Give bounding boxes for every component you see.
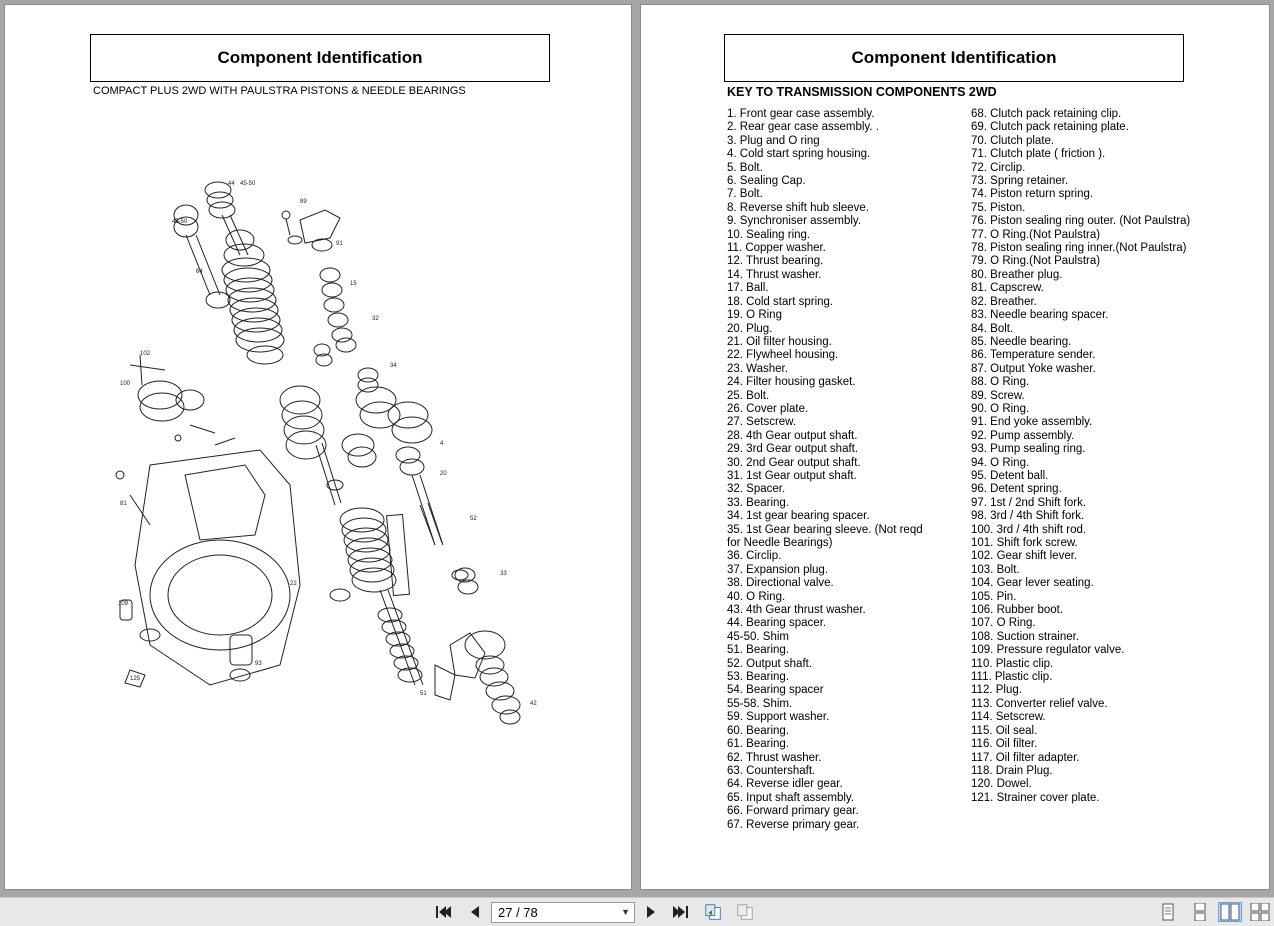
page-left <box>4 4 632 890</box>
component-key-item: 92. Pump assembly. <box>971 429 1075 442</box>
component-key-item: 69. Clutch pack retaining plate. <box>971 121 1129 134</box>
components-column-2 <box>971 108 1267 805</box>
component-key-item: 110. Plastic clip. <box>971 657 1054 670</box>
component-key-item: 51. Bearing. <box>727 644 790 657</box>
component-key-item: 25. Bolt. <box>727 389 770 402</box>
component-key-item: 81. Capscrew. <box>971 282 1044 295</box>
component-key-item: 88. O Ring. <box>971 376 1030 389</box>
component-key-item: 31. 1st Gear output shaft. <box>727 469 857 482</box>
diagram-label: 51 <box>420 691 427 697</box>
component-key-item: 22. Flywheel housing. <box>727 349 839 362</box>
component-key-item: 30. 2nd Gear output shaft. <box>727 456 861 469</box>
diagram-label: 100 <box>120 381 131 387</box>
yoke-drawing <box>282 210 340 251</box>
page-subtitle: COMPACT PLUS 2WD WITH PAULSTRA PISTONS & NEEDLE BEARINGS <box>93 85 466 97</box>
component-key-item: 24. Filter housing gasket. <box>727 376 856 389</box>
component-key-item: 32. Spacer. <box>727 483 786 496</box>
component-key-item: 28. 4th Gear output shaft. <box>727 429 858 442</box>
component-key-item: 59. Support washer. <box>727 711 830 724</box>
component-key-item: 21. Oil filter housing. <box>727 335 832 348</box>
component-key-item: 52. Output shaft. <box>727 657 813 670</box>
component-key-item: 61. Bearing. <box>727 738 790 751</box>
components-column-1 <box>727 108 947 832</box>
component-key-item: 101. Shift fork screw. <box>971 537 1078 549</box>
component-key-item: 105. Pin. <box>971 590 1017 603</box>
component-key-item: 112. Plug. <box>971 684 1022 697</box>
component-key-item: 26. Cover plate. <box>727 402 809 415</box>
flywheel-housing <box>135 450 300 685</box>
component-key-item: 1. Front gear case assembly. <box>727 108 875 120</box>
component-key-item: 111. Plastic clip. <box>971 671 1053 684</box>
page-title: Component Identification <box>90 34 550 82</box>
component-key-item: 8. Reverse shift hub sleeve. <box>727 201 869 214</box>
component-key-item: 72. Circlip. <box>971 161 1026 174</box>
component-key-item: 63. Countershaft. <box>727 764 816 777</box>
component-key-item: 85. Needle bearing. <box>971 335 1072 348</box>
component-key-item: 102. Gear shift lever. <box>971 550 1078 563</box>
component-key-item: 100. 3rd / 4th shift rod. <box>971 523 1087 536</box>
component-key-item: 118. Drain Plug. <box>971 764 1053 777</box>
component-key-item: 120. Dowel. <box>971 778 1032 791</box>
diagram-label: 109 <box>118 601 129 607</box>
component-key-item: 40. O Ring. <box>727 590 786 603</box>
component-key-item: 106. Rubber boot. <box>971 604 1064 617</box>
valve-assembly <box>130 355 235 445</box>
component-key-item: 20. Plug. <box>727 322 773 335</box>
component-key-item: 23. Washer. <box>727 362 788 375</box>
exploded-transmission-diagram <box>90 145 552 745</box>
component-key-item: 76. Piston sealing ring outer. (Not Paulstra) <box>971 215 1191 228</box>
diagram-label: 22 <box>290 581 297 587</box>
component-key-item: 53. Bearing. <box>727 671 790 684</box>
first-page-icon[interactable] <box>433 902 453 922</box>
component-key-item: 117. Oil filter adapter. <box>971 751 1080 764</box>
component-key-item: 73. Spring retainer. <box>971 175 1069 188</box>
component-key-item: 83. Needle bearing spacer. <box>971 309 1109 322</box>
component-key-item: 103. Bolt. <box>971 563 1020 576</box>
component-key-item: 91. End yoke assembly. <box>971 416 1093 429</box>
component-key-item: 55-58. Shim. <box>727 697 793 710</box>
component-key-item: 79. O Ring.(Not Paulstra) <box>971 255 1101 268</box>
diagram-label: 93 <box>255 661 262 667</box>
component-key-item: 4. Cold start spring housing. <box>727 148 871 161</box>
diagram-label: 89 <box>300 199 307 205</box>
diagram-label: 102 <box>140 351 151 357</box>
component-key-item: 64. Reverse idler gear. <box>727 778 843 791</box>
component-key-item: 94. O Ring. <box>971 456 1030 469</box>
diagram-label: 81 <box>120 501 127 507</box>
component-key-item: 86. Temperature sender. <box>971 349 1096 362</box>
page-right <box>640 4 1270 890</box>
diagram-label: 15 <box>350 281 357 287</box>
component-key-item: for Needle Bearings) <box>727 537 833 549</box>
component-key-item: 116. Oil filter. <box>971 738 1038 751</box>
component-key-item: 11. Copper washer. <box>727 242 826 255</box>
go-forward-icon[interactable] <box>735 902 755 922</box>
component-key-item: 104. Gear lever seating. <box>971 577 1094 590</box>
two-page-icon[interactable] <box>1218 902 1242 922</box>
component-key-item: 121. Strainer cover plate. <box>971 791 1100 804</box>
component-key-item: 93. Pump sealing ring. <box>971 443 1086 456</box>
diagram-label: 52 <box>470 516 477 522</box>
component-key-item: 60. Bearing. <box>727 724 790 737</box>
component-key-item: 87. Output Yoke washer. <box>971 362 1096 375</box>
component-key-item: 78. Piston sealing ring inner.(Not Paulstra) <box>971 242 1187 255</box>
component-key-item: 33. Bearing. <box>727 496 790 509</box>
clutch-pack-lower <box>340 508 423 685</box>
page-number-field[interactable] <box>491 902 635 923</box>
go-back-icon[interactable] <box>703 902 723 922</box>
component-key-item: 44. Bearing spacer. <box>727 617 827 630</box>
diagram-label: 33 <box>500 571 507 577</box>
last-page-icon[interactable] <box>671 902 691 922</box>
component-key-item: 95. Detent ball. <box>971 469 1049 482</box>
countershaft-gears <box>280 386 443 545</box>
component-key-item: 113. Converter relief valve. <box>971 697 1108 710</box>
gear-stack-middle <box>314 268 378 392</box>
component-key-item: 80. Breather plug. <box>971 268 1063 281</box>
component-key-item: 38. Directional valve. <box>727 577 834 590</box>
component-key-item: 68. Clutch pack retaining clip. <box>971 108 1122 120</box>
diagram-label: 125 <box>130 676 141 682</box>
diagram-label: 45-50 <box>172 219 188 225</box>
component-key-item: 67. Reverse primary gear. <box>727 818 860 831</box>
component-key-item: 98. 3rd / 4th Shift fork. <box>971 510 1085 523</box>
two-page-continuous-icon[interactable] <box>1248 902 1272 922</box>
chevron-down-icon[interactable]: ▼ <box>621 907 630 917</box>
component-key-item: 2. Rear gear case assembly. . <box>727 121 879 134</box>
component-key-item: 34. 1st gear bearing spacer. <box>727 510 870 523</box>
component-key-item: 66. Forward primary gear. <box>727 805 859 818</box>
component-key-item: 36. Circlip. <box>727 550 782 563</box>
next-page-icon[interactable] <box>641 902 661 922</box>
component-key-item: 84. Bolt. <box>971 322 1014 335</box>
component-key-item: 19. O Ring <box>727 309 782 322</box>
diagram-label: 32 <box>372 316 379 322</box>
continuous-page-icon[interactable] <box>1188 902 1212 922</box>
component-key-item: 54. Bearing spacer <box>727 684 824 697</box>
component-key-item: 12. Thrust bearing. <box>727 255 824 268</box>
component-key-item: 35. 1st Gear bearing sleeve. (Not reqd <box>727 523 923 536</box>
component-key-item: 90. O Ring. <box>971 402 1030 415</box>
component-key-item: 71. Clutch plate ( friction ). <box>971 148 1106 161</box>
component-key-item: 115. Oil seal. <box>971 724 1038 737</box>
component-key-item: 7. Bolt. <box>727 188 763 201</box>
component-key-item: 114. Setscrew. <box>971 711 1046 724</box>
diagram-label: 45-50 <box>240 181 256 187</box>
diagram-label: 4 <box>440 441 444 447</box>
diagram-label: 44 <box>228 181 235 187</box>
component-key-item: 37. Expansion plug. <box>727 563 829 576</box>
component-key-item: 9. Synchroniser assembly. <box>727 215 862 228</box>
page-title: Component Identification <box>724 34 1184 82</box>
component-key-item: 18. Cold start spring. <box>727 295 834 308</box>
component-key-item: 10. Sealing ring. <box>727 228 811 241</box>
component-key-item: 29. 3rd Gear output shaft. <box>727 443 859 456</box>
diagram-label: 91 <box>336 241 343 247</box>
component-key-item: 96. Detent spring. <box>971 483 1062 496</box>
component-key-item: 62. Thrust washer. <box>727 751 822 764</box>
component-key-item: 6. Sealing Cap. <box>727 175 806 188</box>
component-key-item: 45-50. Shim <box>727 630 790 643</box>
clutch-pack-upper <box>205 182 284 364</box>
component-key-item: 5. Bolt. <box>727 161 763 174</box>
component-key-item: 27. Setscrew. <box>727 416 797 429</box>
navigation-toolbar <box>0 897 1274 926</box>
component-key-item: 109. Pressure regulator valve. <box>971 644 1125 657</box>
component-key-item: 82. Breather. <box>971 295 1037 308</box>
component-key-item: 89. Screw. <box>971 389 1025 402</box>
component-key-item: 14. Thrust washer. <box>727 268 822 281</box>
page-indicator: 27 / 78 <box>498 905 538 920</box>
component-key-item: 43. 4th Gear thrust washer. <box>727 604 866 617</box>
single-page-icon[interactable] <box>1156 902 1180 922</box>
component-key-item: 3. Plug and O ring <box>727 134 820 147</box>
prev-page-icon[interactable] <box>465 902 485 922</box>
component-key-item: 17. Ball. <box>727 282 769 295</box>
component-key-item: 97. 1st / 2nd Shift fork. <box>971 496 1087 509</box>
component-key-item: 70. Clutch plate. <box>971 134 1055 147</box>
component-key-item: 77. O Ring.(Not Paulstra) <box>971 228 1101 241</box>
diagram-label: 64 <box>196 269 203 275</box>
component-key-item: 107. O Ring. <box>971 617 1036 630</box>
component-key-item: 74. Piston return spring. <box>971 188 1094 201</box>
diagram-label: 42 <box>530 701 537 707</box>
output-assembly <box>387 503 520 724</box>
key-heading: KEY TO TRANSMISSION COMPONENTS 2WD <box>727 85 997 99</box>
component-key-item: 75. Piston. <box>971 201 1026 214</box>
diagram-label: 20 <box>440 471 447 477</box>
diagram-label: 34 <box>390 363 397 369</box>
component-key-item: 65. Input shaft assembly. <box>727 791 854 804</box>
component-key-item: 108. Suction strainer. <box>971 630 1080 643</box>
